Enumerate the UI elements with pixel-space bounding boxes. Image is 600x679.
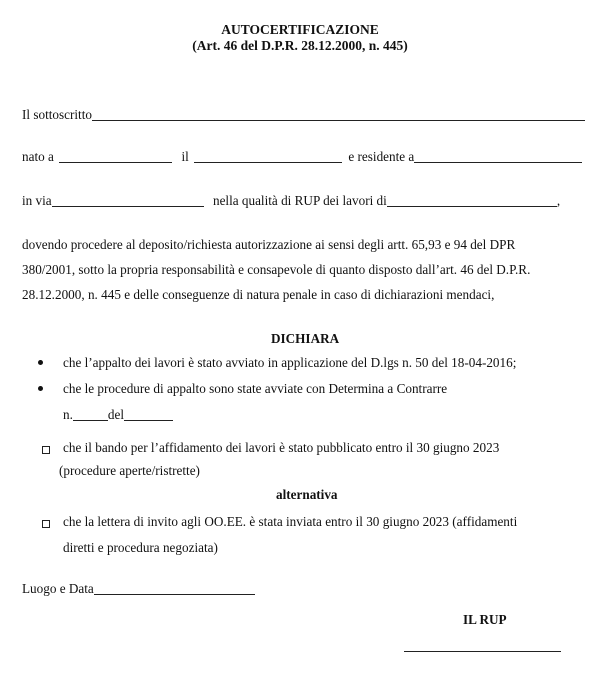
nato-data-blank[interactable]	[194, 150, 342, 163]
bullet-item-2: che le procedure di appalto sono state avviate con Determina a Contrarre	[63, 381, 448, 396]
nato-label: nato a	[22, 149, 54, 164]
residenza-blank[interactable]	[414, 150, 582, 163]
lavori-blank[interactable]	[387, 194, 557, 207]
sottoscritto-blank[interactable]	[92, 108, 585, 121]
luogo-data-blank[interactable]	[94, 582, 255, 595]
sottoscritto-label: Il sottoscritto	[22, 107, 92, 122]
via-label: in via	[22, 193, 52, 208]
determina-row	[63, 407, 173, 423]
comma: ,	[556, 193, 561, 208]
signature-label: IL RUP	[463, 612, 507, 627]
il-label: il	[181, 149, 189, 164]
nato-luogo-blank[interactable]	[59, 150, 172, 163]
determina-data-blank[interactable]	[124, 408, 173, 421]
residente-label: e residente a	[348, 149, 415, 164]
option-1-line-2: (procedure aperte/ristrette)	[59, 463, 200, 478]
bullet-icon	[38, 386, 43, 391]
document-subtitle: (Art. 46 del D.P.R. 28.12.2000, n. 445)	[192, 38, 408, 53]
body-line-1: dovendo procedere al deposito/richiesta autorizzazione ai sensi degli artt. 65,93 e 94 del DPR	[22, 237, 516, 252]
option-1-line-1: che il bando per l’affidamento dei lavori è stato pubblicato entro il 30 giugno 2023	[63, 440, 500, 455]
bullet-icon	[38, 360, 43, 365]
del-label: del	[107, 407, 125, 422]
via-blank[interactable]	[52, 194, 204, 207]
via-row	[22, 193, 560, 209]
determina-numero-blank[interactable]	[73, 408, 108, 421]
body-line-2: 380/2001, sotto la propria responsabilità e consapevole di quanto disposto dall’art. 46 del D.P.R.	[22, 262, 531, 277]
nascita-row	[22, 149, 582, 165]
signature-blank[interactable]	[404, 639, 561, 652]
luogo-data-label: Luogo e Data	[22, 581, 94, 596]
document-title: AUTOCERTIFICAZIONE	[221, 22, 379, 37]
alternativa-label: alternativa	[276, 487, 338, 502]
sottoscritto-row	[22, 107, 585, 123]
qualita-label: nella qualità di RUP dei lavori di	[212, 193, 387, 208]
option-2-line-2: diretti e procedura negoziata)	[63, 540, 218, 555]
n-label: n.	[63, 407, 73, 422]
option-2-line-1: che la lettera di invito agli OO.EE. è stata inviata entro il 30 giugno 2023 (affidamenti	[63, 514, 518, 529]
dichiara-heading: DICHIARA	[271, 331, 340, 346]
checkbox-icon[interactable]	[42, 446, 50, 454]
bullet-item-1: che l’appalto dei lavori è stato avviato in applicazione del D.lgs n. 50 del 18-04-2016;	[63, 355, 517, 370]
checkbox-icon[interactable]	[42, 520, 50, 528]
body-line-3: 28.12.2000, n. 445 e delle conseguenze di natura penale in caso di dichiarazioni mendaci,	[22, 287, 495, 302]
luogo-data-row	[22, 581, 255, 597]
